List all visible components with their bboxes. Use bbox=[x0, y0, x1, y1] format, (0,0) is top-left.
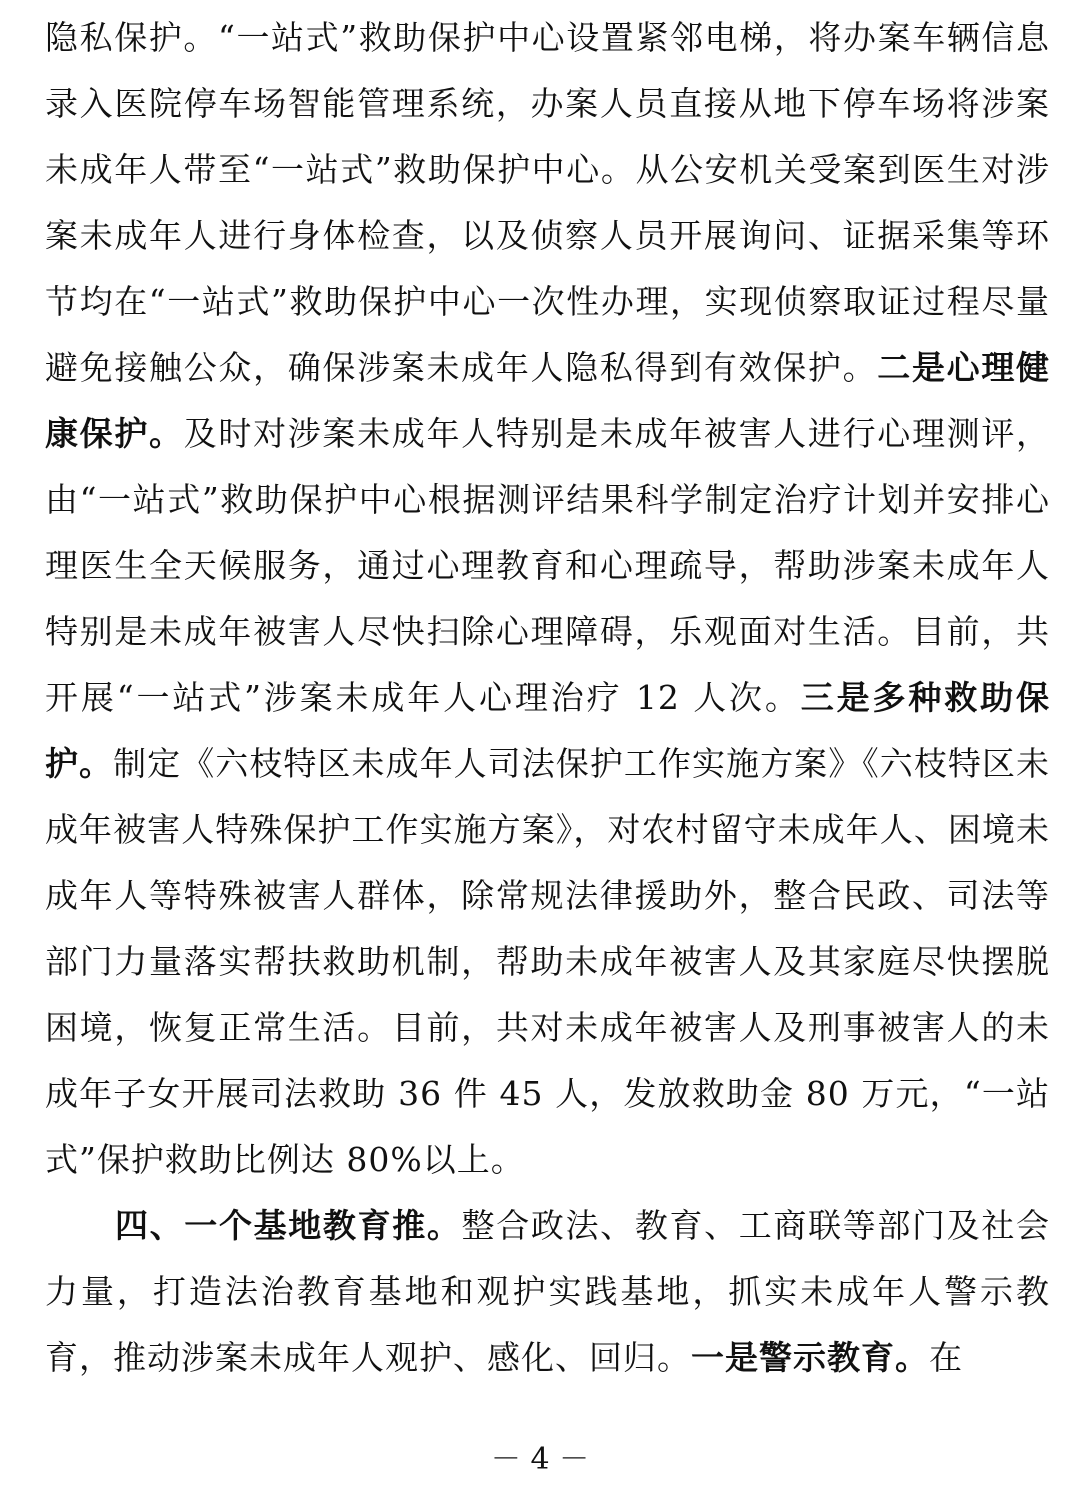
paragraph-text: 制定《六枝特区未成年人司法保护工作实施方案》《六枝特区未成年被害人特殊保护工作实施方案》，对农村留守未成年人、困境未成年人等特殊被害人群体，除常规法律援助外，整合民政、司法等部门力量落实帮扶救助机制，帮助未成年被害人及其家庭尽快摆脱困境，恢复正常生活。目前，共对未成年被害人及刑事被害人的未成年子女开展司法救助 36 件 45 人，发放救助金 80 万元，“一站式”保护救助比例达 80%以上。 bbox=[45, 744, 1051, 1179]
body-paragraph-2 bbox=[45, 1193, 1050, 1391]
subheading-two: 二是心理健康保护。 bbox=[45, 348, 1051, 453]
paragraph-text: 隐私保护。“一站式”救助保护中心设置紧邻电梯，将办案车辆信息录入医院停车场智能管理系统，办案人员直接从地下停车场将涉案未成年人带至“一站式”救助保护中心。从公安机关受案到医生对涉案未成年人进行身体检查，以及侦察人员开展询问、证据采集等环节均在“一站式”救助保护中心一次性办理，实现侦察取证过程尽量避免接触公众，确保涉案未成年人隐私得到有效保护。 bbox=[45, 18, 1050, 387]
page-number: － 4 － bbox=[490, 1442, 590, 1477]
paragraph-text: 及时对涉案未成年人特别是未成年被害人进行心理测评，由“一站式”救助保护中心根据测评结果科学制定治疗计划并安排心理医生全天候服务，通过心理教育和心理疏导，帮助涉案未成年人特别是未成年被害人尽快扫除心理障碍，乐观面对生活。目前，共开展“一站式”涉案未成年人心理治疗 12 人次。 bbox=[45, 414, 1051, 717]
section-heading-four: 四、一个基地教育推。 bbox=[115, 1206, 462, 1245]
body-paragraph-1 bbox=[45, 5, 1050, 1193]
paragraph-text: 整合政法、教育、工商联等部门及社会力量，打造法治教育基地和观护实践基地，抓实未成年人警示教育，推动涉案未成年人观护、感化、回归。 bbox=[45, 1206, 1051, 1377]
paragraph-text: 在 bbox=[929, 1338, 963, 1377]
subheading-three: 三是多种救助保护。 bbox=[45, 678, 1050, 783]
subheading-one: 一是警示教育。 bbox=[691, 1338, 929, 1377]
